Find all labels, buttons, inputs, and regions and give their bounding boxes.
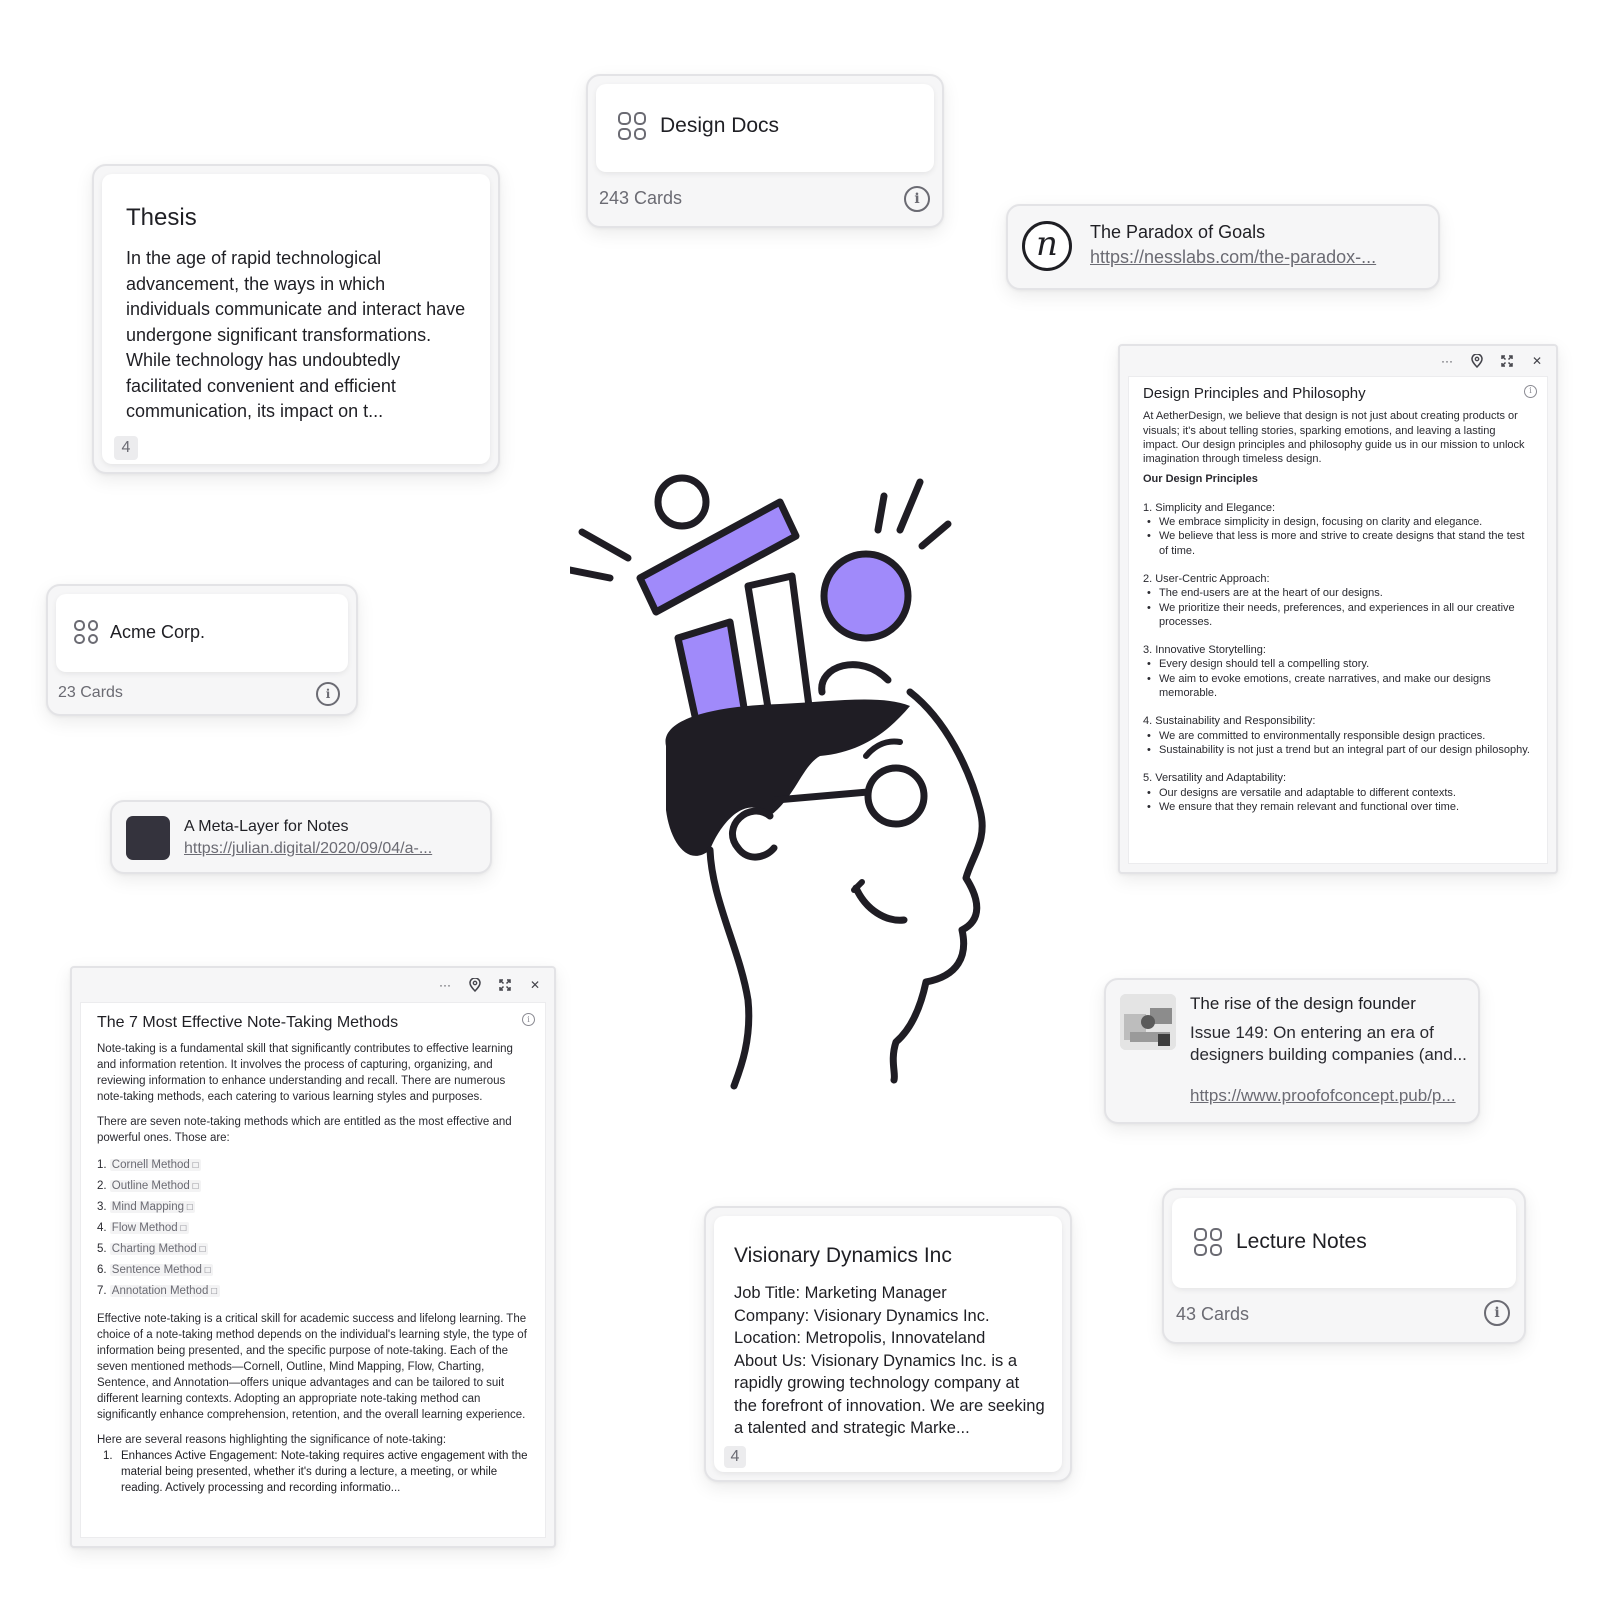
principle-bullet: • The end-users are at the heart of our designs. (1143, 586, 1533, 600)
card-count: 243 Cards (599, 188, 683, 208)
link-thumbnail (126, 816, 170, 860)
burst-line (922, 524, 948, 546)
note-title: Thesis (126, 204, 197, 231)
principle-bullet: • Every design should tell a compelling story. (1143, 657, 1533, 671)
head-outline (893, 692, 982, 1080)
head-illustration (570, 470, 1050, 1130)
principle-section (1143, 643, 1533, 700)
method-item: 5. Charting Method ☐ (97, 1243, 207, 1255)
expand-icon[interactable] (1498, 352, 1516, 370)
card-count: 23 Cards (58, 684, 123, 701)
collection-title: Acme Corp. (110, 621, 206, 642)
link-title: A Meta-Layer for Notes (184, 818, 349, 835)
collection-icon (618, 112, 646, 140)
document-link-icon: ☐ (201, 1266, 212, 1275)
document-link-icon: ☐ (196, 1245, 207, 1254)
method-link[interactable]: Cornell Method ☐ (111, 1159, 200, 1171)
principle-bullet: • We believe that less is more and strive to create designs that stand the test of time. (1143, 529, 1533, 558)
method-link[interactable]: Charting Method ☐ (111, 1243, 207, 1255)
document-paragraph: Here are several reasons highlighting the significance of note-taking: (97, 1434, 447, 1446)
article-title: The rise of the design founder (1190, 994, 1416, 1013)
close-icon[interactable]: ✕ (1531, 354, 1543, 368)
note-card-visionary-dynamics[interactable] (704, 1206, 1072, 1482)
document-link-icon: ☐ (184, 1203, 194, 1212)
article-thumbnail (1120, 994, 1176, 1050)
note-line: Company: Visionary Dynamics Inc. (734, 1306, 990, 1325)
principle-heading: 3. Innovative Storytelling: (1143, 644, 1266, 657)
window-toolbar (436, 976, 544, 994)
note-title: Visionary Dynamics Inc (734, 1244, 952, 1267)
document-title: Design Principles and Philosophy (1143, 385, 1366, 402)
principle-section (1143, 771, 1533, 814)
info-icon[interactable]: i (1524, 385, 1537, 398)
principle-heading: 5. Versatility and Adaptability: (1143, 772, 1287, 785)
method-item: 7. Annotation Method ☐ (97, 1285, 218, 1297)
ear (732, 811, 774, 857)
location-pin-icon[interactable] (1468, 352, 1486, 370)
connection-count-badge: 4 (114, 436, 138, 460)
principle-section (1143, 501, 1533, 558)
collection-title: Design Docs (660, 114, 780, 137)
window-toolbar (1438, 352, 1546, 370)
note-line: About Us: Visionary Dynamics Inc. is a rapidly growing technology company at the forefront of innovation. We are seeking a talented and strategic Marke... (734, 1351, 1045, 1437)
collection-card-acme-corp[interactable] (46, 584, 358, 716)
principle-heading: 4. Sustainability and Responsibility: (1143, 715, 1316, 728)
method-list (97, 1155, 529, 1302)
document-link-icon: ☐ (189, 1161, 200, 1170)
burst-line (900, 482, 920, 530)
principle-bullet: • We embrace simplicity in design, focusing on clarity and elegance. (1143, 515, 1533, 529)
small-arc (822, 665, 888, 692)
link-card-meta-layer[interactable] (110, 800, 492, 874)
principle-bullet: • We are committed to environmentally responsible design practices. (1143, 729, 1533, 743)
connection-count-badge: 4 (724, 1446, 746, 1468)
note-line: Job Title: Marketing Manager (734, 1284, 947, 1302)
principle-bullet: • Our designs are versatile and adaptable to different contexts. (1143, 786, 1533, 800)
link-title: The Paradox of Goals (1090, 222, 1266, 242)
principle-bullet: • Sustainability is not just a trend but an integral part of our design philosophy. (1143, 743, 1533, 757)
close-icon[interactable]: ✕ (529, 978, 541, 992)
location-pin-icon[interactable] (466, 976, 484, 994)
glasses-lens (868, 768, 924, 824)
document-paragraph: Note-taking is a fundamental skill that significantly contributes to effective learning and information retention. It involves the process of capturing, organizing, and reviewing information to enhance understanding and recall. There are numerous note-taking methods, each catering to various learning styles and purposes. (97, 1043, 513, 1103)
method-link[interactable]: Annotation Method ☐ (111, 1285, 218, 1297)
link-url[interactable]: https://nesslabs.com/the-paradox-... (1090, 247, 1377, 267)
collection-card-design-docs[interactable] (586, 74, 944, 228)
more-options-icon[interactable]: ··· (439, 978, 451, 992)
burst-line (878, 496, 884, 530)
info-icon[interactable]: i (522, 1013, 535, 1026)
collection-card-lecture-notes[interactable] (1162, 1188, 1526, 1344)
purple-circle (824, 554, 908, 638)
method-link[interactable]: Mind Mapping ☐ (111, 1201, 194, 1213)
burst-line (582, 532, 628, 558)
document-window-design-principles[interactable] (1118, 344, 1558, 874)
method-item: 1. Cornell Method ☐ (97, 1159, 200, 1171)
neck-back (710, 850, 749, 1086)
note-line: Location: Metropolis, Innovateland (734, 1329, 986, 1347)
document-paragraph: Effective note-taking is a critical skill for academic success and lifelong learning. The choice of a note-taking method depends on the individual's learning style, the type of information being presented, and the specific purpose of note-taking. Each of the seven mentioned methods—Cornell, Outline, Mind Mapping, Flow, Charting, Sentence, and Annotation—offers unique advantages and can be tailored to suit different learning contexts. Adopting an appropriate note-taking method can significantly enhance comprehension, retention, and the overall learning experience. (97, 1313, 527, 1421)
document-window-note-taking[interactable] (70, 966, 556, 1548)
expand-icon[interactable] (496, 976, 514, 994)
document-body (80, 1002, 546, 1538)
document-intro: At AetherDesign, we believe that design is not just about creating products or visuals; it's about telling stories, sparking emotions, and leaving a lasting impact. Our design principles and philosophy guide us in our mission to unlock imagination through timeless design. (1143, 410, 1525, 466)
link-url[interactable]: https://julian.digital/2020/09/04/a-... (184, 840, 433, 857)
method-item: 4. Flow Method ☐ (97, 1222, 188, 1234)
method-link[interactable]: Outline Method ☐ (111, 1180, 200, 1192)
collection-icon (74, 620, 98, 644)
card-count: 43 Cards (1176, 1304, 1250, 1324)
link-card-paradox-of-goals[interactable] (1006, 204, 1440, 290)
note-body (734, 1282, 1046, 1440)
burst-line (570, 570, 610, 578)
info-icon[interactable]: i (904, 186, 930, 212)
collection-icon (1194, 1228, 1222, 1256)
article-description: Issue 149: On entering an era of designers building companies (and... (1190, 1023, 1467, 1064)
document-subheading: Our Design Principles (1143, 473, 1258, 486)
document-paragraph: There are seven note-taking methods which are entitled as the most effective and powerful ones. Those are: (97, 1116, 512, 1144)
collection-title: Lecture Notes (1236, 1230, 1367, 1253)
note-body: In the age of rapid technological advancement, the ways in which individuals communicate and interact have undergone significant transformations. While technology has undoubtedly facilitated convenient and efficient communication, its impact on t... (126, 248, 466, 421)
link-card-design-founder[interactable] (1104, 978, 1480, 1124)
principle-heading: 2. User-Centric Approach: (1143, 572, 1270, 585)
document-title: The 7 Most Effective Note-Taking Methods (97, 1014, 399, 1031)
info-icon[interactable]: i (1484, 1300, 1510, 1326)
principle-heading: 1. Simplicity and Elegance: (1143, 501, 1276, 514)
principle-bullet: • We aim to evoke emotions, create narratives, and make our designs memorable. (1143, 672, 1533, 701)
more-options-icon[interactable]: ··· (1441, 354, 1453, 368)
method-item: 6. Sentence Method ☐ (97, 1264, 212, 1276)
method-item: 2. Outline Method ☐ (97, 1180, 200, 1192)
method-link[interactable]: Flow Method ☐ (111, 1222, 188, 1234)
principle-bullet: • We ensure that they remain relevant and functional over time. (1143, 800, 1533, 814)
article-url[interactable]: https://www.proofofconcept.pub/p... (1190, 1086, 1456, 1105)
reason-item: 1. Enhances Active Engagement: Note-taking requires active engagement with the material being presented, whether it's during a lecture, a meeting, or while reading. Actively processing and recording informatio... (103, 1450, 528, 1494)
method-link[interactable]: Sentence Method ☐ (111, 1264, 212, 1276)
nesslabs-logo (1022, 221, 1072, 271)
logo-letter: n (1036, 224, 1058, 264)
info-icon[interactable]: i (316, 682, 340, 706)
principle-bullet: • We prioritize their needs, preferences, and experiences in all our creative processes. (1143, 601, 1533, 630)
smile (856, 888, 904, 920)
eyebrow (866, 742, 900, 756)
note-card-thesis[interactable] (92, 164, 500, 474)
principle-section (1143, 572, 1533, 629)
white-bar (748, 576, 810, 720)
smile-dimple (854, 882, 862, 890)
method-item: 3. Mind Mapping ☐ (97, 1201, 194, 1213)
floating-ring (658, 478, 706, 526)
document-link-icon: ☐ (208, 1287, 218, 1296)
document-body (1128, 376, 1548, 864)
principle-section (1143, 714, 1533, 757)
document-link-icon: ☐ (177, 1224, 188, 1233)
document-link-icon: ☐ (189, 1182, 200, 1191)
